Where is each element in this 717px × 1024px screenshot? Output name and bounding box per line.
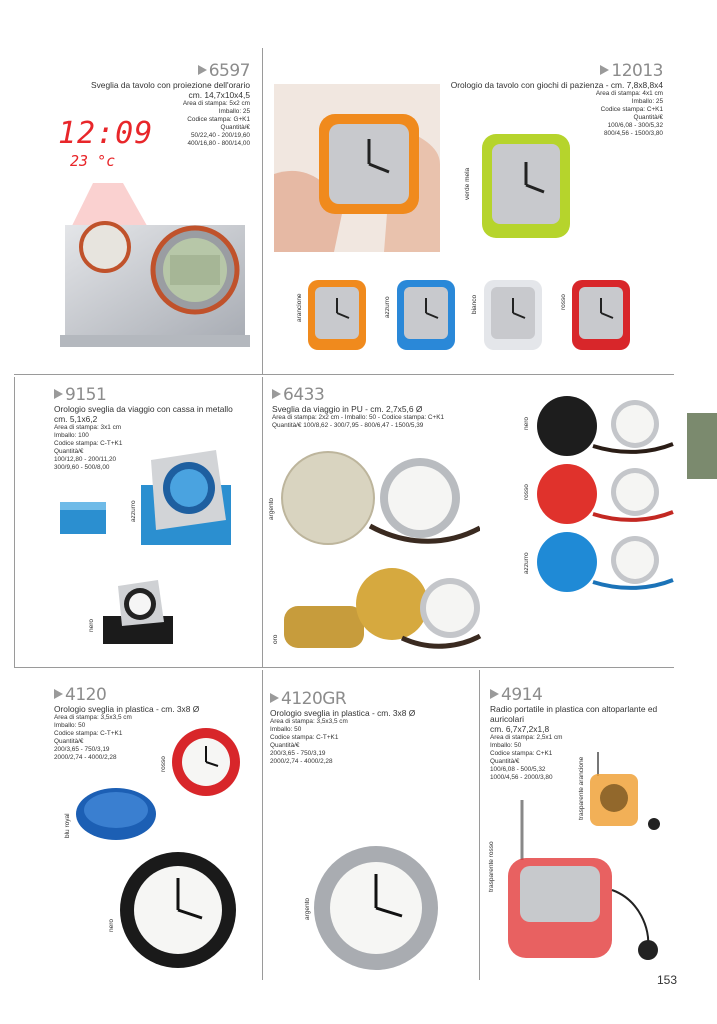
spec-line: 200/3,65 - 750/3,19 — [54, 746, 110, 754]
metal-travel-clock-black-image — [98, 578, 178, 650]
variant-label: bianco — [471, 294, 478, 314]
hand-puzzle-clock-image — [274, 84, 440, 252]
section-tab — [687, 413, 717, 479]
spec-line: Quantità/€ — [490, 758, 520, 766]
spec-line: Quantità/€ 100/8,62 - 300/7,95 - 800/6,47 - 1500/5,39 — [272, 422, 424, 430]
spec-line: Area di stampa: 3,5x3,5 cm — [270, 718, 348, 725]
divider-row2 — [14, 667, 674, 668]
plastic-clock-silver-image — [312, 844, 440, 972]
spec-line: Area di stampa: 5x2 cm — [182, 100, 250, 107]
spec-line: Imballo: 50 — [54, 722, 86, 730]
spec-line: 400/16,80 - 800/14,00 — [187, 140, 250, 148]
spec-line: 200/3,65 - 750/3,19 — [270, 750, 326, 758]
variant-label: trasparente rosso — [488, 841, 495, 892]
spec-line: Imballo: 100 — [54, 432, 89, 440]
variant-label: rosso — [560, 294, 567, 310]
spec-line: Area di stampa: 2x2 cm - Imballo: 50 - Codice stampa: C+K1 — [272, 414, 445, 421]
product-title: Orologio sveglia in plastica - cm. 3x8 Ø — [54, 704, 200, 714]
spec-line: Area di stampa: 3x1 cm — [54, 424, 122, 431]
product-6433-info — [272, 386, 532, 430]
variant-label: oro — [272, 634, 279, 644]
lime-clock-image — [478, 130, 574, 248]
product-title: Sveglia da tavolo con proiezione dell'orario — [91, 80, 250, 90]
radio-red-image — [500, 800, 660, 970]
product-title: Orologio da tavolo con giochi di pazienza - cm. 7,8x8,8x4 — [450, 80, 663, 90]
spec-line: Quantità/€ — [633, 114, 663, 122]
spec-line: Imballo: 25 — [631, 98, 663, 106]
variant-label: nero — [523, 416, 530, 430]
product-12013-info — [440, 62, 663, 139]
pu-clock-blue-image — [535, 530, 675, 594]
spec-line: Codice stampa: C-T+K1 — [54, 440, 123, 448]
variant-label: nero — [88, 618, 95, 632]
variant-label: azzurro — [130, 500, 137, 522]
divider-bot-2 — [479, 670, 480, 980]
spec-line: Quantità/€ — [220, 124, 250, 132]
blue-clock-image — [395, 278, 457, 352]
product-title: Radio portatile in plastica con altoparlante ed auricolari — [490, 704, 658, 724]
variant-label: rosso — [523, 484, 530, 500]
product-code: 4120 — [54, 686, 254, 704]
arrow-icon — [54, 389, 63, 399]
projector-clock-image — [55, 165, 255, 360]
spec-line: Imballo: 50 — [490, 742, 522, 750]
product-title: Orologio sveglia in plastica - cm. 3x8 Ø — [270, 708, 416, 718]
variant-label: argento — [304, 897, 311, 920]
pu-clock-red-image — [535, 462, 675, 526]
metal-travel-clock-blue-image — [56, 450, 246, 560]
spec-line: Imballo: 25 — [218, 108, 250, 116]
spec-line: 1000/4,56 - 2000/3,80 — [490, 774, 553, 782]
variant-label: arancione — [296, 293, 303, 322]
pu-clock-gold-image — [282, 566, 482, 660]
spec-line: 300/9,60 - 500/8,00 — [54, 464, 110, 472]
product-size: cm. 5,1x6,2 — [54, 414, 98, 424]
arrow-icon — [54, 689, 63, 699]
red-clock-image — [570, 278, 632, 352]
spec-line: 2000/2,74 - 4000/2,28 — [270, 758, 333, 766]
spec-line: Codice stampa: C+K1 — [600, 106, 663, 114]
product-size: cm. 14,7x10x4,5 — [188, 90, 250, 100]
variant-label: blu royal — [64, 813, 71, 838]
projection-time: 12:09 — [58, 116, 154, 151]
product-code: 12013 — [440, 62, 663, 80]
variant-label: argento — [268, 497, 275, 520]
product-code: 9151 — [54, 386, 254, 404]
product-code: 6597 — [60, 62, 250, 80]
arrow-icon — [272, 389, 281, 399]
arrow-icon — [270, 693, 279, 703]
spec-line: Quantità/€ — [54, 448, 84, 456]
variant-label: azzurro — [523, 552, 530, 574]
spec-line: 100/12,80 - 200/11,20 — [54, 456, 117, 464]
spec-line: Quantità/€ — [54, 738, 84, 746]
spec-line: Codice stampa: G+K1 — [187, 116, 250, 124]
orange-clock-image — [306, 278, 368, 352]
spec-line: 100/6,08 - 500/5,32 — [490, 766, 546, 774]
divider-mid — [262, 377, 263, 667]
spec-line: Quantità/€ — [270, 742, 300, 750]
arrow-icon — [490, 689, 499, 699]
spec-line: Area di stampa: 4x1 cm — [595, 90, 663, 97]
pu-clock-silver-image — [280, 448, 480, 552]
divider-left-mid — [14, 377, 15, 667]
arrow-icon — [600, 65, 609, 75]
plastic-clock-blue-image — [74, 786, 158, 842]
divider-top — [262, 48, 263, 374]
product-title: Orologio sveglia da viaggio con cassa in metallo — [54, 404, 233, 414]
spec-line: Codice stampa: C+K1 — [490, 750, 553, 758]
white-clock-image — [482, 278, 544, 352]
plastic-clock-black-image — [118, 850, 238, 972]
spec-line: Area di stampa: 2,5x1 cm — [490, 734, 563, 741]
spec-line: 800/4,56 - 1500/3,80 — [604, 130, 663, 138]
product-title: Sveglia da viaggio in PU - cm. 2,7x5,6 Ø — [272, 404, 423, 414]
product-code: 6433 — [272, 386, 532, 404]
spec-line: Area di stampa: 3,5x3,5 cm — [54, 714, 132, 721]
page-number: 153 — [657, 973, 678, 987]
divider-bot-1 — [262, 670, 263, 980]
spec-line: Codice stampa: C-T+K1 — [54, 730, 123, 738]
pu-clock-black-image — [535, 394, 675, 458]
spec-line: 2000/2,74 - 4000/2,28 — [54, 754, 117, 762]
spec-line: 100/6,08 - 300/5,32 — [607, 122, 663, 130]
spec-line: 50/22,40 - 200/19,60 — [191, 132, 250, 140]
product-code: 4120GR — [270, 690, 470, 708]
arrow-icon — [198, 65, 207, 75]
product-code: 4914 — [490, 686, 690, 704]
spec-line: Imballo: 50 — [270, 726, 302, 734]
variant-label: trasparente arancione — [578, 756, 585, 820]
product-size: cm. 6,7x7,2x1,8 — [490, 724, 550, 734]
plastic-clock-red-image — [170, 726, 242, 798]
variant-label: rosso — [160, 756, 167, 772]
product-4120GR-info — [270, 690, 470, 767]
variant-label: azzurro — [384, 296, 391, 318]
variant-label: nero — [108, 918, 115, 932]
variant-label: verde mela — [464, 167, 471, 200]
divider-row1 — [14, 374, 674, 375]
projection-temp: 23 °c — [70, 152, 116, 170]
spec-line: Codice stampa: C-T+K1 — [270, 734, 339, 742]
